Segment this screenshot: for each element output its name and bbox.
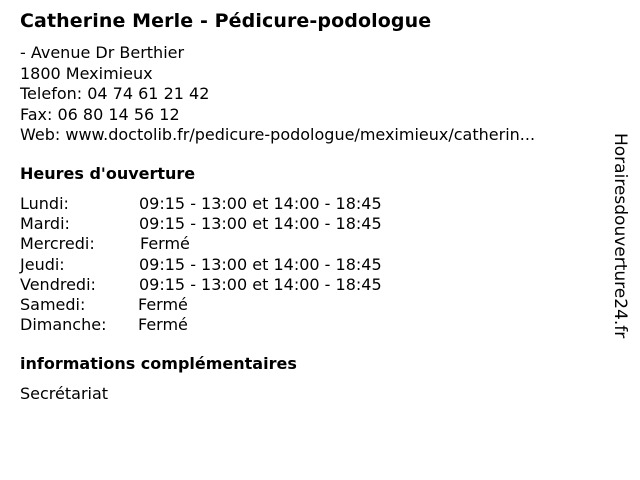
day-label: Jeudi: xyxy=(20,254,65,274)
day-label: Lundi: xyxy=(20,194,69,213)
brand-text: Horairesdouverture24.fr xyxy=(610,133,630,339)
day-label: Mercredi: xyxy=(20,234,95,254)
hours-heading: Heures d'ouverture xyxy=(20,164,196,183)
info-text: Secrétariat xyxy=(20,384,109,403)
contact-block xyxy=(20,43,535,146)
time-value: Fermé xyxy=(138,315,188,335)
day-label: Samedi: xyxy=(20,294,86,314)
day-label: Mardi: xyxy=(20,214,70,234)
info-heading: informations complémentaires xyxy=(20,354,297,373)
fax-number: Fax: 06 80 14 56 12 xyxy=(20,104,180,124)
time-value: 09:15 - 13:00 et 14:00 - 18:45 xyxy=(139,274,382,294)
business-title: Catherine Merle - Pédicure-podologue xyxy=(20,10,432,32)
time-value: 09:15 - 13:00 et 14:00 - 18:45 xyxy=(139,194,382,213)
time-value: Fermé xyxy=(138,294,188,314)
time-value: 09:15 - 13:00 et 14:00 - 18:45 xyxy=(139,214,382,234)
website-link[interactable]: Web: www.doctolib.fr/pedicure-podologue/meximieux/catherin... xyxy=(20,125,536,144)
time-value: Fermé xyxy=(140,234,190,254)
time-value: 09:15 - 13:00 et 14:00 - 18:45 xyxy=(139,254,382,274)
address-city: 1800 Meximieux xyxy=(20,63,153,83)
brand-watermark xyxy=(610,133,634,373)
day-label: Vendredi: xyxy=(20,274,96,294)
day-label: Dimanche: xyxy=(20,315,107,335)
phone-number: Telefon: 04 74 61 21 42 xyxy=(20,84,210,103)
address-street: - Avenue Dr Berthier xyxy=(20,43,185,62)
